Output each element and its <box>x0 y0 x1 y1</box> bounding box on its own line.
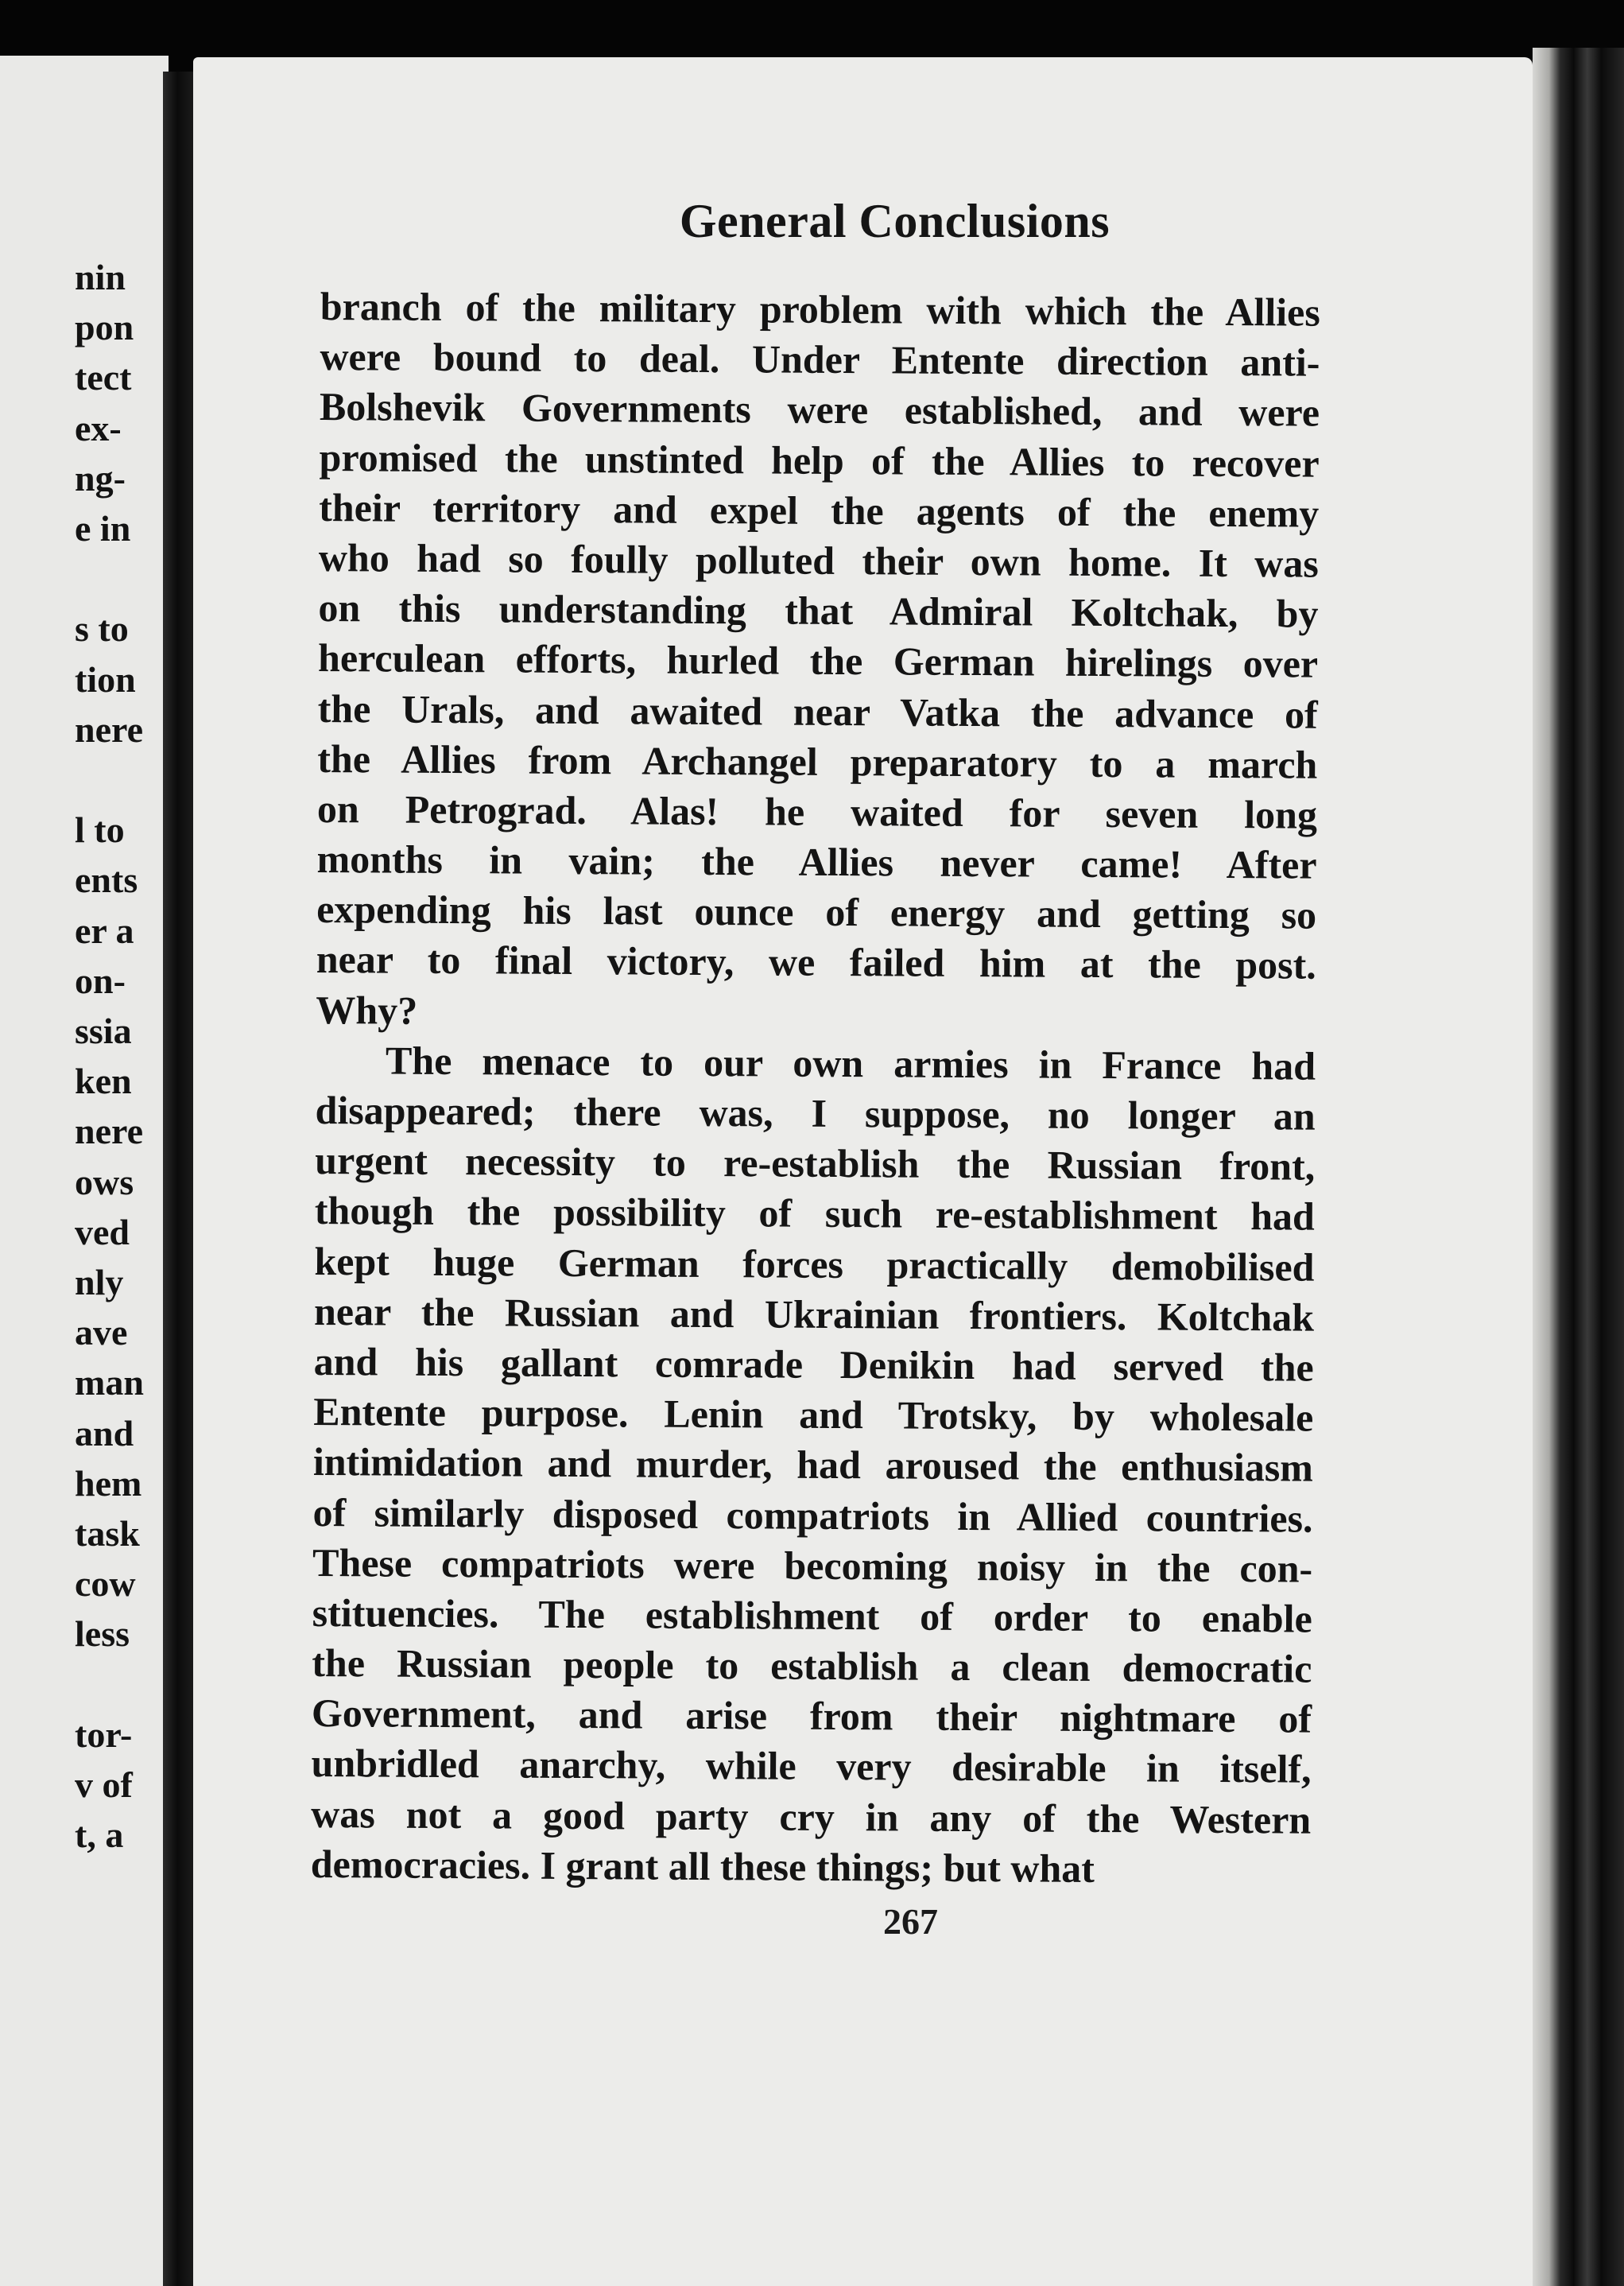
text-line: Bolshevik Governments were established, and were <box>319 384 1320 436</box>
text-line: These compatriots were becoming noisy in the con- <box>312 1539 1313 1591</box>
left-page-fragment: hem <box>75 1462 142 1504</box>
left-page-fragment: tor- <box>75 1714 133 1755</box>
page-edges <box>1533 48 1624 2286</box>
text-line: on Petrograd. Alas! he waited for seven long <box>316 786 1318 837</box>
text-line: kept huge German forces practically demobilised <box>314 1238 1315 1290</box>
text-line: were bound to deal. Under Entente direction anti- <box>320 334 1320 385</box>
text-line: herculean efforts, hurled the German hirelings over <box>317 635 1319 686</box>
left-page-fragment: man <box>75 1362 144 1403</box>
text-line: democracies. I grant all these things; but what <box>310 1841 1095 1891</box>
left-page-fragment: nin <box>75 257 126 297</box>
text-line: the Allies from Archangel preparatory to a march <box>317 735 1318 787</box>
left-page-fragment: pon <box>75 307 134 348</box>
text-line: and his gallant comrade Denikin had served the <box>313 1338 1314 1390</box>
text-line: was not a good party cry in any of the Western <box>311 1791 1312 1842</box>
text-line: intimidation and murder, had aroused the enthusiasm <box>312 1439 1314 1490</box>
text-line: stituencies. The establishment of order to enable <box>312 1589 1312 1641</box>
text-line: The menace to our own armies in France had <box>385 1038 1316 1089</box>
left-page-fragment: and <box>75 1412 134 1453</box>
left-page-fragment: tect <box>75 357 132 398</box>
left-page-fragment: tion <box>75 658 136 700</box>
left-page-fragment: ken <box>75 1061 132 1102</box>
text-line: on this understanding that Admiral Koltchak, by <box>318 585 1319 636</box>
text-line: who had so foully polluted their own home. It was <box>318 534 1320 586</box>
left-page-fragment: nere <box>75 708 144 750</box>
main-page <box>193 57 1533 2286</box>
left-page-fragment: ssia <box>75 1011 132 1051</box>
left-page-fragment: task <box>75 1513 140 1554</box>
book-gutter <box>163 72 195 2286</box>
left-page-fragment: l to <box>75 809 125 851</box>
left-page-fragment: cow <box>75 1563 136 1605</box>
left-page-fragment: nly <box>75 1262 124 1302</box>
text-line: the Urals, and awaited near Vatka the advance of <box>317 685 1318 737</box>
text-line: months in vain; the Allies never came! After <box>316 836 1317 887</box>
left-page-fragment: nere <box>75 1111 144 1152</box>
text-line: of similarly disposed compatriots in Allied countries. <box>312 1489 1313 1541</box>
page-number: 267 <box>883 1901 938 1942</box>
left-page-fragment: ng- <box>75 457 126 499</box>
body-text <box>311 281 1320 1896</box>
text-line: Entente purpose. Lenin and Trotsky, by wholesale <box>313 1389 1314 1440</box>
left-page-fragment: v of <box>75 1764 133 1805</box>
left-page-fragment: ows <box>75 1161 134 1202</box>
text-line: near the Russian and Ukrainian frontiers. Koltchak <box>313 1288 1315 1340</box>
text-line: unbridled anarchy, while very desirable in itself, <box>311 1741 1312 1792</box>
left-page-fragment: ved <box>75 1211 130 1252</box>
left-page-fragment: ex- <box>75 407 122 448</box>
left-page-fragment: ents <box>75 860 138 901</box>
left-page-fragment: s to <box>75 608 129 650</box>
text-line: urgent necessity to re-establish the Russian front, <box>315 1138 1316 1189</box>
text-line: near to final victory, we failed him at the post. <box>316 937 1316 988</box>
text-line: the Russian people to establish a clean democratic <box>312 1640 1312 1691</box>
text-line: Why? <box>316 987 418 1033</box>
left-page-fragment: e in <box>75 508 131 549</box>
text-line: expending his last ounce of energy and getting so <box>316 887 1317 937</box>
text-line: branch of the military problem with which the Allies <box>320 283 1320 335</box>
text-line: though the possibility of such re-establishment had <box>314 1188 1316 1240</box>
left-page-fragment: less <box>75 1613 130 1655</box>
left-page <box>0 56 169 2286</box>
left-page-fragment: t, a <box>75 1814 124 1856</box>
text-line: their territory and expel the agents of the enemy <box>319 484 1320 536</box>
running-head: General Conclusions <box>679 195 1110 247</box>
left-page-fragment: on- <box>75 960 126 1001</box>
text-line: Government, and arise from their nightmare of <box>311 1690 1312 1741</box>
text-line: promised the unstinted help of the Allies to recover <box>319 434 1320 486</box>
text-line: disappeared; there was, I suppose, no longer an <box>315 1087 1316 1139</box>
left-page-fragment: ave <box>75 1312 128 1353</box>
left-page-fragment: er a <box>75 910 134 951</box>
